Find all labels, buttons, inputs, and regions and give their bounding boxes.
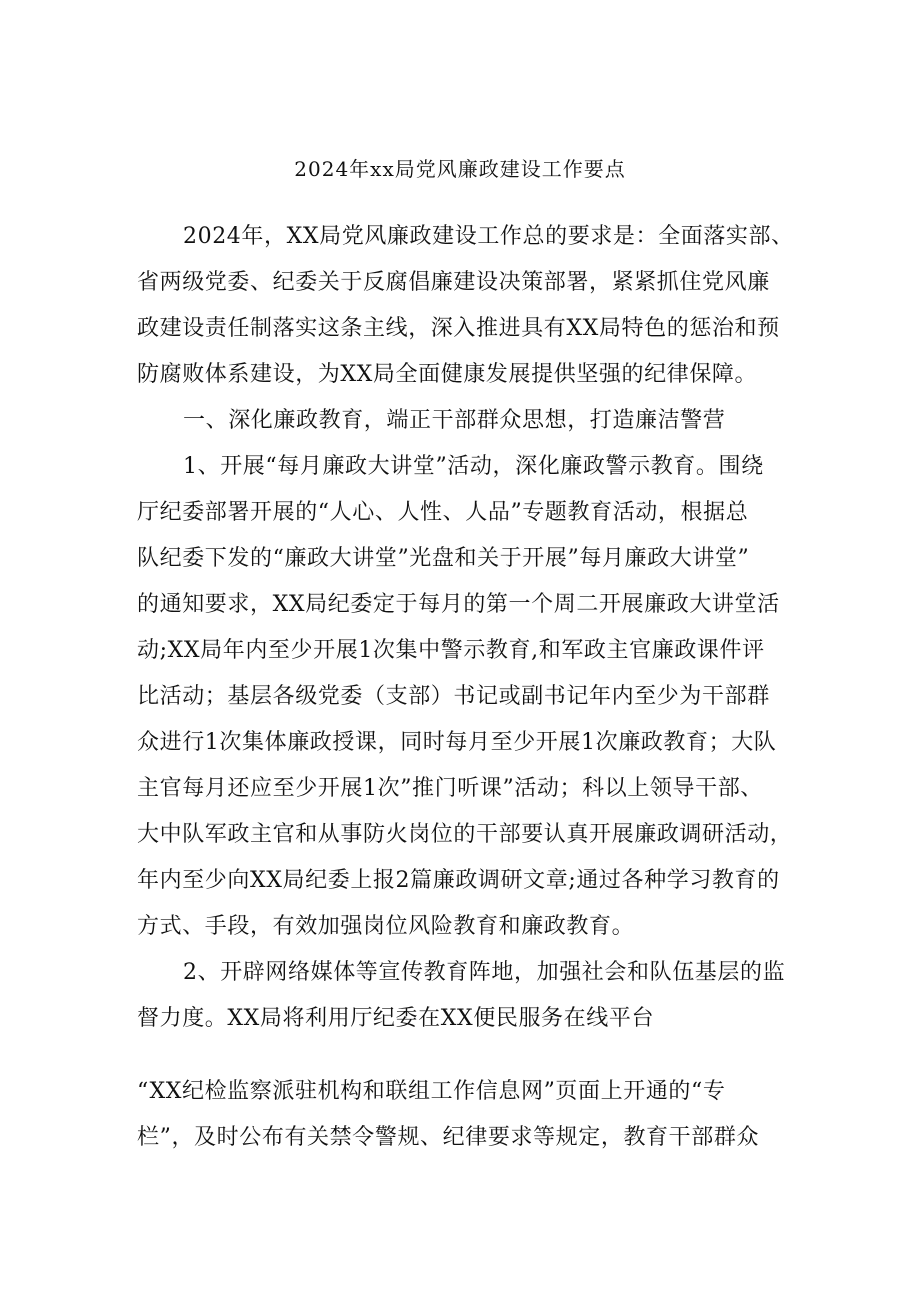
item-1-line-11: 方式、手段，有效加强岗位风险教育和廉政教育。 [137,914,635,939]
paragraph-1-line-1: 2024年，XX局党风廉政建设工作总的要求是：全面落实部、 [183,224,794,249]
item-1-line-6: 比活动；基层各级党委（支部）书记或副书记年内至少为干部群 [137,684,770,709]
item-1-line-7: 众进行1次集体廉政授课，同时每月至少开展1次廉政教育；大队 [137,730,777,755]
item-1-line-4: 的通知要求，XX局纪委定于每月的第一个周二开展廉政大讲堂活 [137,592,780,617]
item-1-line-1: 1、开展“每月廉政大讲堂”活动，深化廉政警示教育。围绕 [183,454,764,479]
item-1-line-9: 大中队军政主官和从事防火岗位的干部要认真开展廉政调研活动， [137,822,793,847]
item-1-line-3: 队纪委下发的“廉政大讲堂”光盘和关于开展”每月廉政大讲堂” [137,546,750,571]
paragraph-1-line-4: 防腐败体系建设，为XX局全面健康发展提供坚强的纪律保障。 [137,362,758,387]
item-2-line-4: 栏”，及时公布有关禁令警规、纪律要求等规定，教育干部群众 [137,1125,760,1150]
section-heading-1: 一、深化廉政教育，端正干部群众思想，打造廉洁警营 [183,408,726,433]
paragraph-1-line-2: 省两级党委、纪委关于反腐倡廉建设决策部署，紧紧抓住党风廉 [137,270,770,295]
item-1-line-8: 主官每月还应至少开展1次”推门听课”活动；科以上领导干部、 [137,776,763,801]
item-1-line-5: 动;XX局年内至少开展1次集中警示教育,和军政主官廉政课件评 [137,638,765,663]
item-1-line-10: 年内至少向XX局纪委上报2篇廉政调研文章;通过各种学习教育的 [137,868,780,893]
item-1-line-2: 厅纪委部署开展的“人心、人性、人品”专题教育活动，根据总 [137,500,749,525]
item-2-line-3: “XX纪检监察派驻机构和联组工作信息网”页面上开通的“专 [137,1079,726,1104]
item-2-line-2: 督力度。XX局将利用厅纪委在XX便民服务在线平台 [137,1006,655,1031]
paragraph-1-line-3: 政建设责任制落实这条主线，深入推进具有XX局特色的惩治和预 [137,316,780,341]
document-title: 2024年xx局党风廉政建设工作要点 [294,157,626,181]
item-2-line-1: 2、开辟网络媒体等宣传教育阵地，加强社会和队伍基层的监 [183,960,786,985]
